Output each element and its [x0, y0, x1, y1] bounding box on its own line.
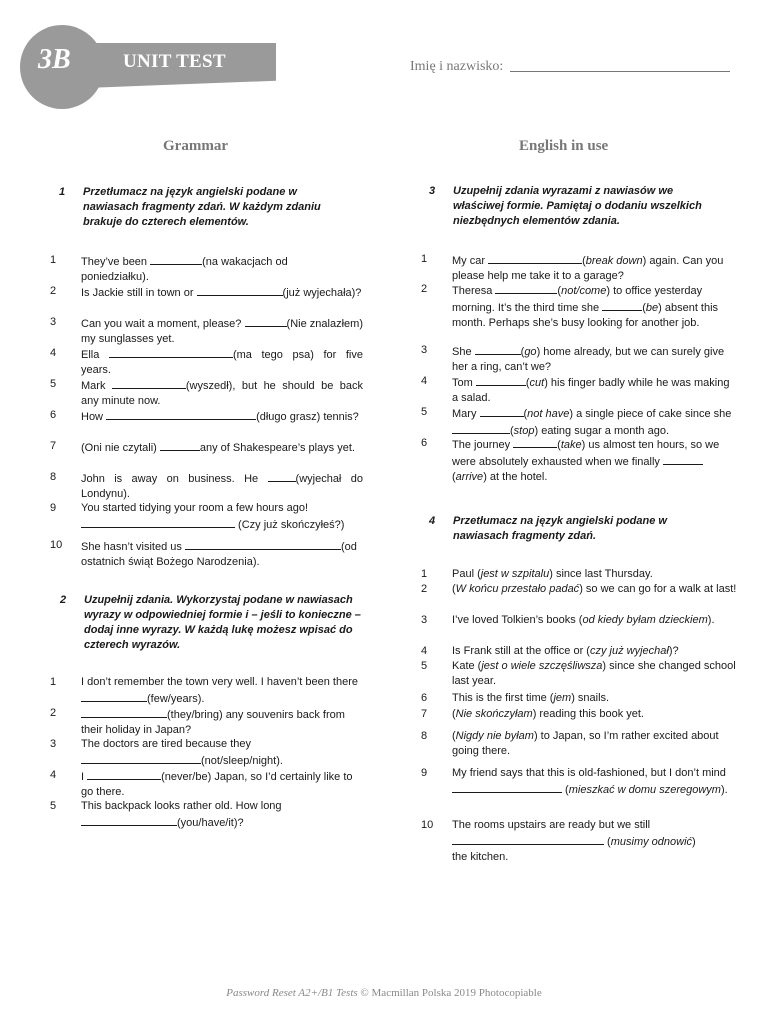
section-4-instruction: 4 Przetłumacz na język angielski podane w nawiasach fragmenty zdań. [429, 515, 667, 542]
answer-blank[interactable] [475, 343, 521, 355]
section-1-instruction: 1 Przetłumacz na język angielski podane w nawiasach fragmenty zdań. W każdym zdaniu brakuje do czterech elementów. [59, 186, 321, 228]
answer-blank[interactable] [81, 516, 235, 528]
answer-blank[interactable] [112, 377, 186, 389]
answer-blank[interactable] [602, 299, 642, 311]
answer-blank[interactable] [185, 538, 341, 550]
answer-blank[interactable] [663, 453, 703, 465]
name-field-line[interactable] [510, 71, 730, 72]
answer-blank[interactable] [81, 752, 201, 764]
answer-blank[interactable] [150, 253, 202, 265]
page-header [0, 0, 768, 120]
footer-copyright: © Macmillan Polska 2019 Photocopiable [357, 987, 542, 999]
section-2-instruction: 2 Uzupełnij zdania. Wykorzystaj podane w nawiasach wyrazy w odpowiedniej formie i – jeśli to konieczne – dodaj inne wyrazy. W każdą lukę możesz wpisać do czterech wyrazów. [60, 594, 361, 651]
answer-blank[interactable] [106, 408, 256, 420]
answer-blank[interactable] [160, 439, 200, 451]
answer-blank[interactable] [245, 315, 287, 327]
answer-blank[interactable] [81, 814, 177, 826]
name-label: Imię i nazwisko: [410, 59, 504, 74]
page-footer [0, 987, 768, 999]
section-3-instruction: 3 Uzupełnij zdania wyrazami z nawiasów we właściwej formie. Pamiętaj o dodaniu wszelkich niezbędnych elementów zdania. [429, 185, 702, 227]
answer-blank[interactable] [452, 833, 604, 845]
answer-blank[interactable] [452, 422, 510, 434]
answer-blank[interactable] [87, 768, 161, 780]
english-in-use-heading: English in use [519, 138, 609, 154]
grammar-heading: Grammar [163, 138, 228, 154]
answer-blank[interactable] [452, 781, 562, 793]
answer-blank[interactable] [480, 405, 524, 417]
answer-blank[interactable] [268, 470, 296, 482]
answer-blank[interactable] [197, 284, 283, 296]
footer-series: Password Reset A2+/B1 Tests [226, 987, 358, 999]
unit-code: 3B [38, 44, 71, 75]
answer-blank[interactable] [81, 690, 147, 702]
answer-blank[interactable] [81, 706, 167, 718]
answer-blank[interactable] [109, 346, 233, 358]
answer-blank[interactable] [476, 374, 526, 386]
answer-blank[interactable] [495, 282, 557, 294]
unit-title: UNIT TEST [123, 51, 226, 72]
answer-blank[interactable] [513, 436, 557, 448]
answer-blank[interactable] [488, 252, 582, 264]
